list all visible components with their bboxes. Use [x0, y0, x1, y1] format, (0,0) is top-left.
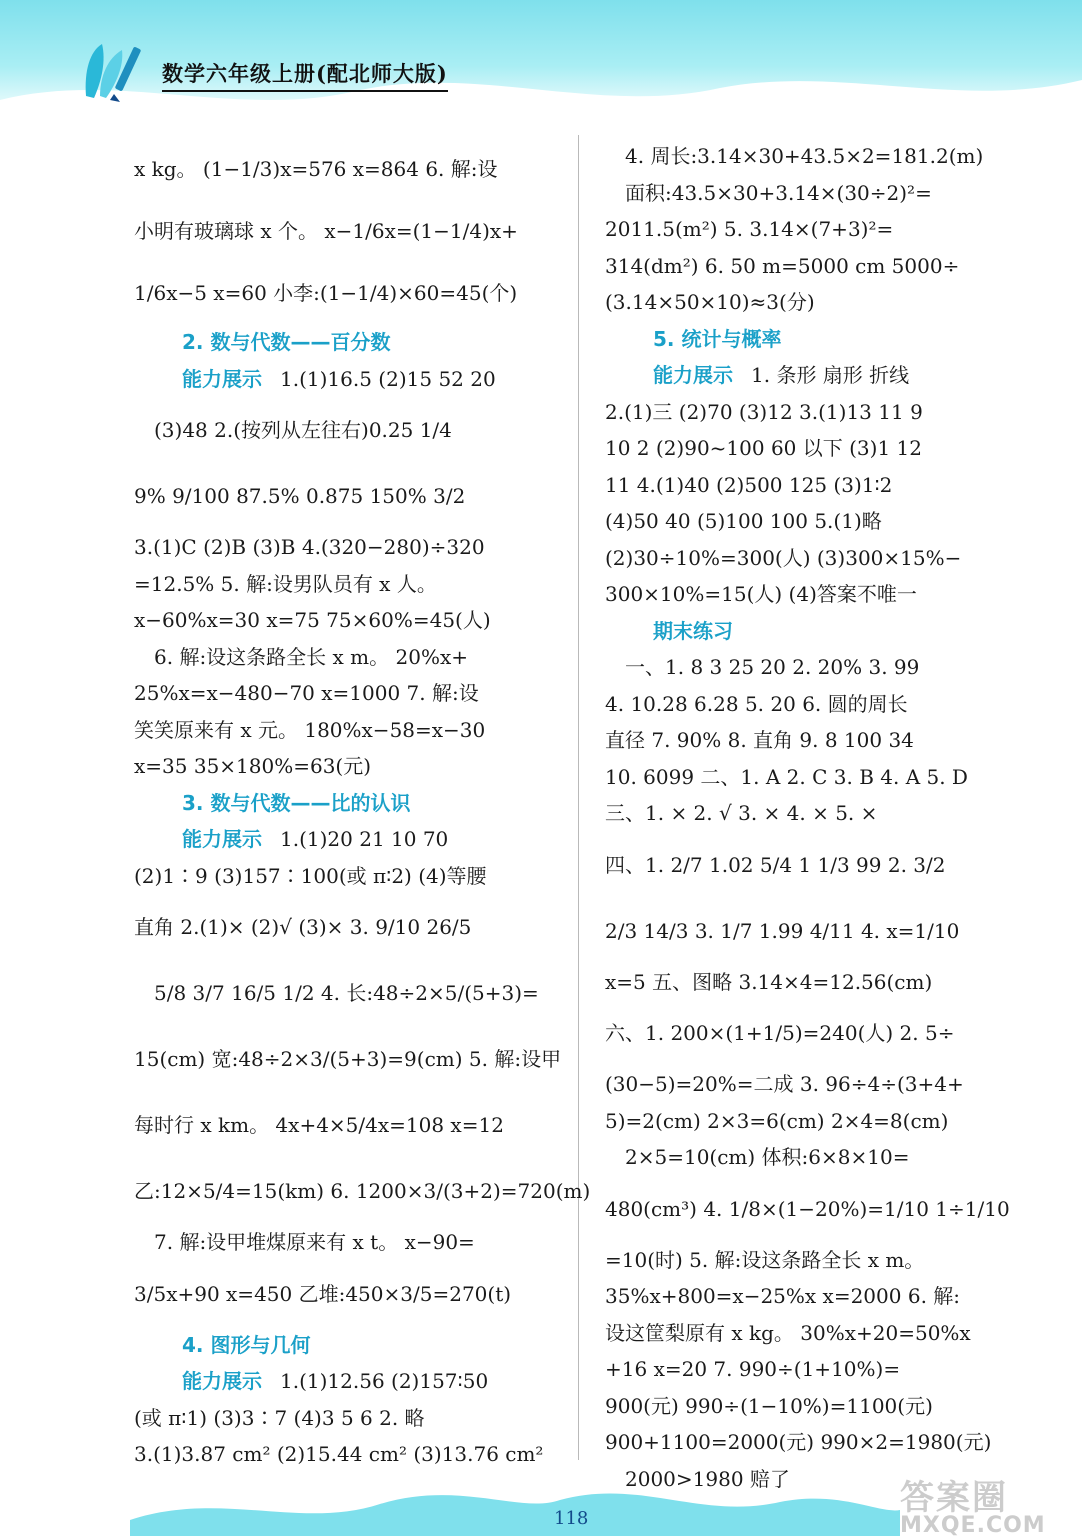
answer-line: 900(元) 990÷(1−10%)=1100(元)	[605, 1393, 933, 1418]
answer-line: 乙:12×5/4=15(km) 6. 1200×3/(3+2)=720(m)	[134, 1179, 591, 1203]
ability-tag: 能力展示	[653, 363, 733, 387]
answer-line: (30−5)=20%=二成 3. 96÷4÷(3+4+	[605, 1072, 964, 1096]
section-title	[134, 324, 558, 361]
answer-line	[134, 361, 558, 398]
answer-line	[134, 821, 558, 858]
answer-line: 每时行 x km。 4x+4×5/4x=108 x=12	[134, 1113, 504, 1137]
answer-line: 直角 2.(1)× (2)√ (3)× 3. 9/10 26/5	[134, 915, 472, 939]
section-title	[134, 785, 558, 822]
answer-line: 900+1100=2000(元) 990×2=1980(元)	[605, 1430, 992, 1454]
answer-line: 3/5x+90 x=450 乙堆:450×3/5=270(t)	[134, 1281, 512, 1306]
section-title-text: 5. 统计与概率	[653, 326, 782, 351]
answer-line: (2)30÷10%=300(人) (3)300×15%−	[605, 545, 962, 570]
answer-line: (3)48 2.(按列从左往右)0.25 1/4	[154, 418, 452, 442]
answer-line	[134, 1363, 558, 1400]
answer-line: 一、1. 8 3 25 20 2. 20% 3. 99	[625, 655, 920, 679]
answer-line: (3.14×50×10)≈3(分)	[605, 290, 815, 314]
answer-line	[605, 357, 1029, 394]
answer-line: 15(cm) 宽:48÷2×3/(5+3)=9(cm) 5. 解:设甲	[134, 1047, 562, 1071]
answer-line: =12.5% 5. 解:设男队员有 x 人。	[134, 571, 437, 596]
answer-line: 5)=2(cm) 2×3=6(cm) 2×4=8(cm)	[605, 1108, 949, 1133]
answer-line: 9% 9/100 87.5% 0.875 150% 3/2	[134, 484, 466, 508]
answer-line: (4)50 40 (5)100 100 5.(1)略	[605, 509, 882, 533]
ability-tag: 能力展示	[182, 366, 262, 391]
column-divider	[578, 135, 579, 1460]
answer-line: 35%x+800=x−25%x x=2000 6. 解:	[605, 1284, 961, 1308]
answer-line: 2011.5(m²) 5. 3.14×(7+3)²=	[605, 217, 894, 241]
answer-text: 1.(1)12.56 (2)157∶50	[280, 1369, 489, 1393]
watermark-logo: 答案圈	[900, 1478, 1008, 1518]
answer-line: 3.(1)C (2)B (3)B 4.(320−280)÷320	[134, 535, 485, 559]
answer-line: 314(dm²) 6. 50 m=5000 cm 5000÷	[605, 253, 960, 278]
answer-line: 2/3 14/3 3. 1/7 1.99 4/11 4. x=1/10	[605, 918, 960, 943]
section-title-text: 2. 数与代数——百分数	[182, 330, 391, 354]
answer-line: x=5 五、图略 3.14×4=12.56(cm)	[605, 969, 933, 994]
book-title: 数学六年级上册(配北师大版)	[162, 58, 448, 92]
answer-line: 6. 解:设这条路全长 x m。 20%x+	[154, 644, 468, 669]
section-title	[605, 321, 1029, 358]
answer-line: +16 x=20 7. 990÷(1+10%)=	[605, 1357, 901, 1381]
answer-line: 六、1. 200×(1+1/5)=240(人) 2. 5÷	[605, 1021, 955, 1045]
pencil-logo-icon	[76, 36, 156, 106]
answer-line: x kg。 (1−1/3)x=576 x=864 6. 解:设	[134, 157, 498, 181]
answer-line: 小明有玻璃球 x 个。 x−1/6x=(1−1/4)x+	[134, 219, 518, 243]
answer-text: 1. 条形 扇形 折线	[751, 363, 910, 387]
answer-line: 笑笑原来有 x 元。 180%x−58=x−30	[134, 717, 486, 742]
answer-line: 10 2 (2)90~100 60 以下 (3)1 12	[605, 436, 922, 460]
answer-line: 480(cm³) 4. 1/8×(1−20%)=1/10 1÷1/10	[605, 1196, 1010, 1221]
left-column	[134, 138, 591, 1473]
section-title-text: 3. 数与代数——比的认识	[182, 790, 411, 815]
answer-line: 直径 7. 90% 8. 直角 9. 8 100 34	[605, 728, 914, 752]
section-title	[134, 1327, 558, 1364]
section-title	[605, 613, 1029, 650]
answer-line: 11 4.(1)40 (2)500 125 (3)1∶2	[605, 472, 893, 497]
answer-line: 4. 周长:3.14×30+43.5×2=181.2(m)	[625, 144, 984, 168]
page-number: 118	[548, 1508, 594, 1529]
answer-line: x=35 35×180%=63(元)	[134, 754, 372, 778]
answer-line: x−60%x=30 x=75 75×60%=45(人)	[134, 608, 491, 632]
answer-line: 5/8 3/7 16/5 1/2 4. 长:48÷2×5/(5+3)=	[154, 981, 539, 1005]
answer-line: 1/6x−5 x=60 小李:(1−1/4)×60=45(个)	[134, 281, 518, 305]
answer-line: =10(时) 5. 解:设这条路全长 x m。	[605, 1247, 925, 1272]
ability-tag: 能力展示	[182, 1369, 262, 1393]
answer-text: 1.(1)20 21 10 70	[280, 827, 449, 851]
answer-line: (或 π∶1) (3)3∶7 (4)3 5 6 2. 略	[134, 1405, 425, 1430]
answer-line: 10. 6099 二、1. A 2. C 3. B 4. A 5. D	[605, 764, 968, 789]
answer-line: (2)1∶9 (3)157∶100(或 π∶2) (4)等腰	[134, 863, 487, 888]
answer-line: 300×10%=15(人) (4)答案不唯一	[605, 582, 917, 606]
watermark-url: MXQE.COM	[900, 1513, 1046, 1538]
right-column	[605, 138, 1029, 1497]
answer-line: 2×5=10(cm) 体积:6×8×10=	[625, 1145, 910, 1169]
answer-line: 25%x=x−480−70 x=1000 7. 解:设	[134, 681, 479, 705]
answer-line: 2000>1980 赔了	[625, 1466, 790, 1491]
answer-line: 2.(1)三 (2)70 (3)12 3.(1)13 11 9	[605, 399, 923, 424]
watermark	[900, 1470, 1070, 1538]
answer-line: 三、1. × 2. √ 3. × 4. × 5. ×	[605, 801, 878, 825]
answer-line: 设这筐梨原有 x kg。 30%x+20=50%x	[605, 1320, 971, 1345]
answer-text: 1.(1)16.5 (2)15 52 20	[280, 366, 496, 391]
answer-line: 4. 10.28 6.28 5. 20 6. 圆的周长	[605, 691, 908, 716]
answer-line: 3.(1)3.87 cm² (2)15.44 cm² (3)13.76 cm²	[134, 1442, 544, 1466]
answer-line: 7. 解:设甲堆煤原来有 x t。 x−90=	[154, 1230, 475, 1254]
answer-line: 面积:43.5×30+3.14×(30÷2)²=	[625, 180, 932, 205]
section-title-text: 4. 图形与几何	[182, 1332, 311, 1357]
answer-line: 四、1. 2/7 1.02 5/4 1 1/3 99 2. 3/2	[605, 852, 946, 877]
section-title-text: 期末练习	[653, 618, 733, 643]
ability-tag: 能力展示	[182, 827, 262, 851]
